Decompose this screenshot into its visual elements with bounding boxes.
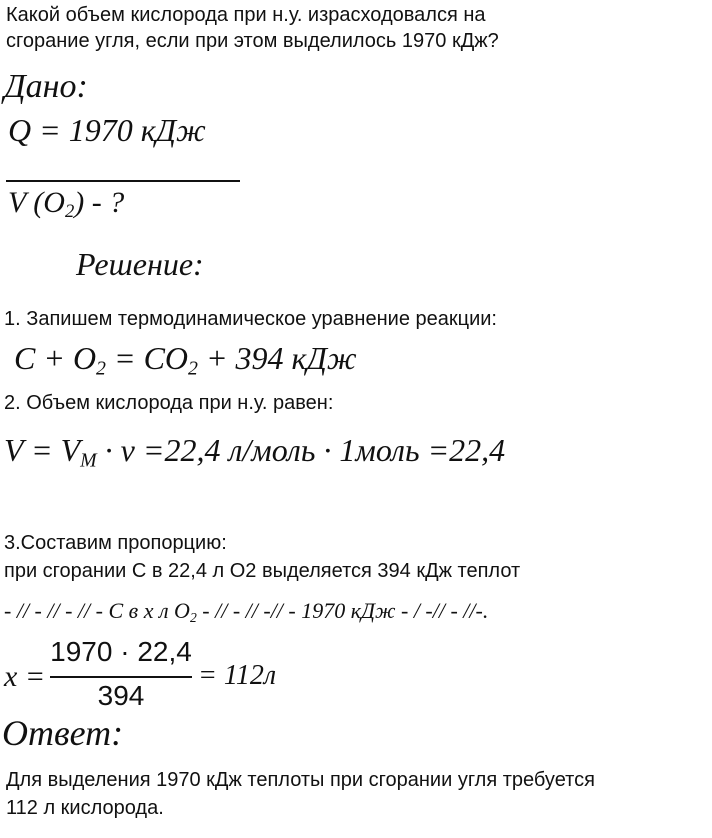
given-title: Дано:	[4, 68, 88, 105]
calc-numerator: 1970 · 22,4	[50, 636, 192, 667]
proportion-line-2: - // - // - // - С в х л $O_2$ - // - // -// - 1970 кДж - / -// - //-.	[4, 598, 489, 625]
step-3-text: 3.Составим пропорцию:	[4, 532, 227, 554]
calc-denominator: 394	[97, 680, 145, 711]
solution-title: Решение:	[76, 246, 204, 282]
step-1-text: 1. Запишем термодинамическое уравнение реакции:	[4, 308, 497, 330]
proportion-line-1: при сгорании С в 22,4 л O2 выделяется 394 кДж теплот	[4, 560, 521, 582]
calc-result: = 112л	[198, 660, 277, 691]
fraction-bar	[50, 676, 192, 678]
given-q-value: Q = 1970 кДж	[8, 112, 206, 148]
calc-fraction	[50, 636, 192, 716]
given-divider	[6, 180, 240, 182]
volume-formula: $V = V_M \cdot \nu =22,4$ л/моль · 1моль =22,4	[4, 432, 506, 472]
answer-text	[6, 766, 595, 822]
step-2-text: 2. Объем кислорода при н.у. равен:	[4, 392, 334, 414]
answer-title: Ответ:	[2, 713, 124, 753]
question-line-1: Какой объем кислорода при н.у. израсходовался на	[6, 4, 486, 26]
question-line-2: сгорание угля, если при этом выделилось 1970 кДж?	[6, 30, 499, 52]
given-find: V $(O_2)$ - ?	[8, 186, 125, 223]
calc-lhs: x =	[4, 660, 46, 693]
reaction-equation: $C + O_2 = CO_2 + 394$ кДж	[14, 340, 357, 380]
question-text	[6, 2, 499, 54]
answer-line-2: 112 л кислорода.	[6, 797, 164, 819]
answer-line-1: Для выделения 1970 кДж теплоты при сгорании угля требуется	[6, 769, 595, 791]
